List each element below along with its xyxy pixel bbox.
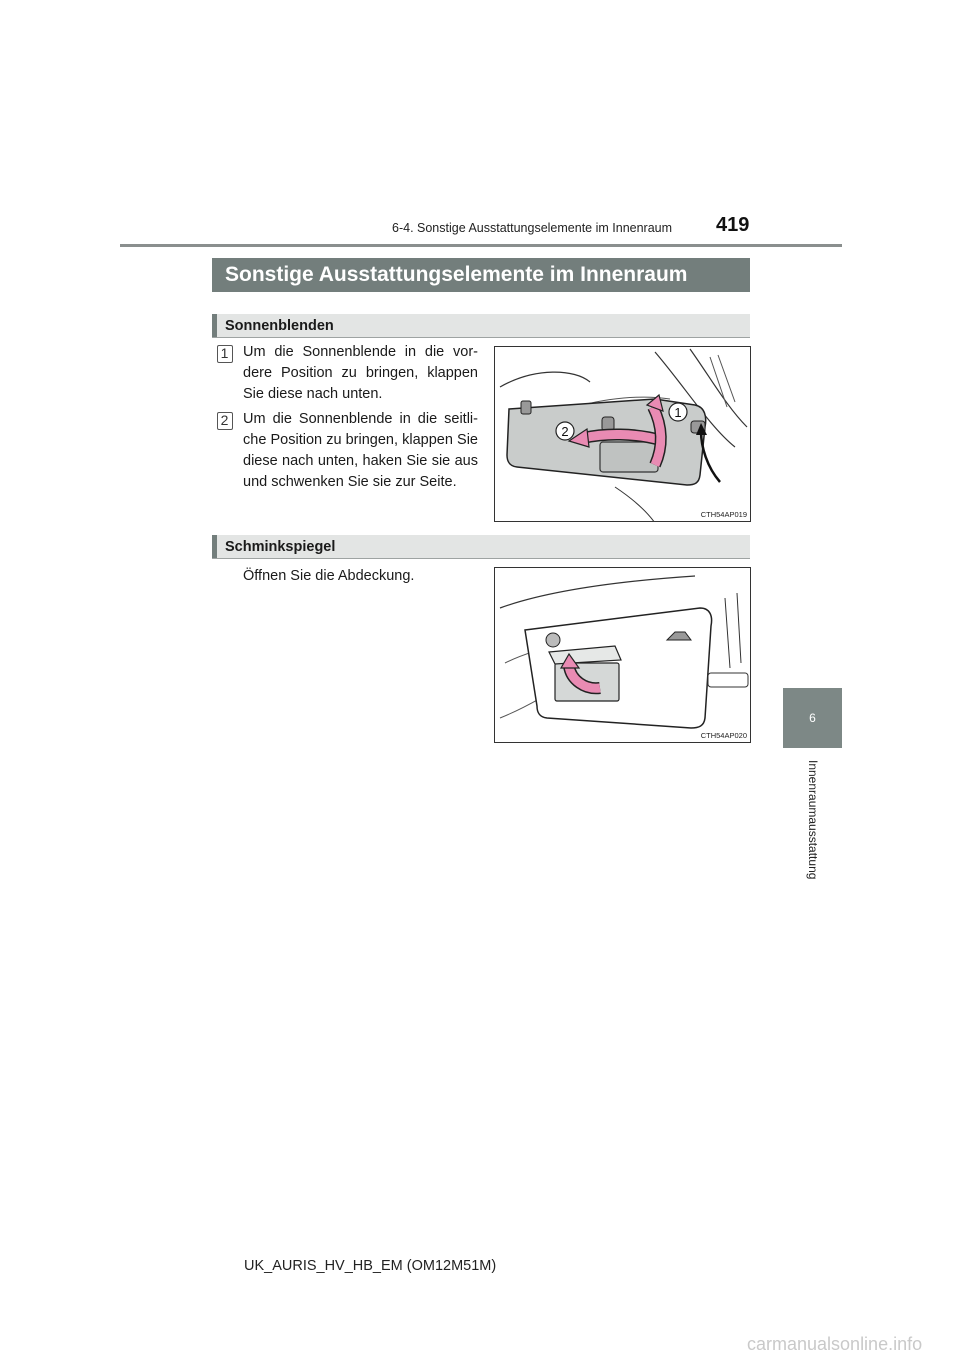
watermark: carmanualsonline.info (747, 1334, 923, 1354)
sun-visor-illustration (495, 347, 751, 522)
figure-code: CTH54AP019 (700, 510, 747, 519)
page-title: Sonstige Ausstattungselemente im Innenraum (212, 258, 750, 292)
header-rule (120, 244, 842, 247)
chapter-label: Innenraumausstattung (806, 760, 820, 880)
sun-visor-heading-label: Sonnenblenden (225, 318, 334, 334)
step-number-2: 2 (216, 411, 233, 429)
heading-accent-bar (212, 535, 217, 558)
step-number-1: 1 (216, 344, 233, 362)
sun-visor-heading (212, 314, 750, 338)
figure-code: CTH54AP020 (700, 731, 747, 740)
vanity-mirror-illustration (495, 568, 751, 743)
heading-accent-bar (212, 314, 217, 337)
sun-visor-figure (494, 346, 751, 522)
vanity-mirror-figure (494, 567, 751, 743)
step-text-2: Um die Sonnenblende in die seitli-che Position zu bringen, klappen Sie diese nach unten, haken Sie sie aus und schwenken Sie sie zur Seite. (243, 411, 478, 490)
callout-2: 2 (561, 424, 569, 439)
running-header: 6-4. Sonstige Ausstattungselemente im Innenraum (392, 221, 673, 235)
vanity-mirror-text: Öffnen Sie die Abdeckung. (243, 568, 415, 584)
footer-doc-id: UK_AURIS_HV_HB_EM (OM12M51M) (244, 1258, 497, 1274)
chapter-tab: 6 (783, 688, 842, 748)
step-text-1: Um die Sonnenblende in die vor-dere Position zu bringen, klappen Sie diese nach unten. (243, 344, 478, 402)
callout-1: 1 (674, 405, 682, 420)
vanity-mirror-heading (212, 535, 750, 559)
vanity-mirror-heading-label: Schminkspiegel (225, 539, 336, 555)
page-number: 419 (716, 214, 750, 236)
